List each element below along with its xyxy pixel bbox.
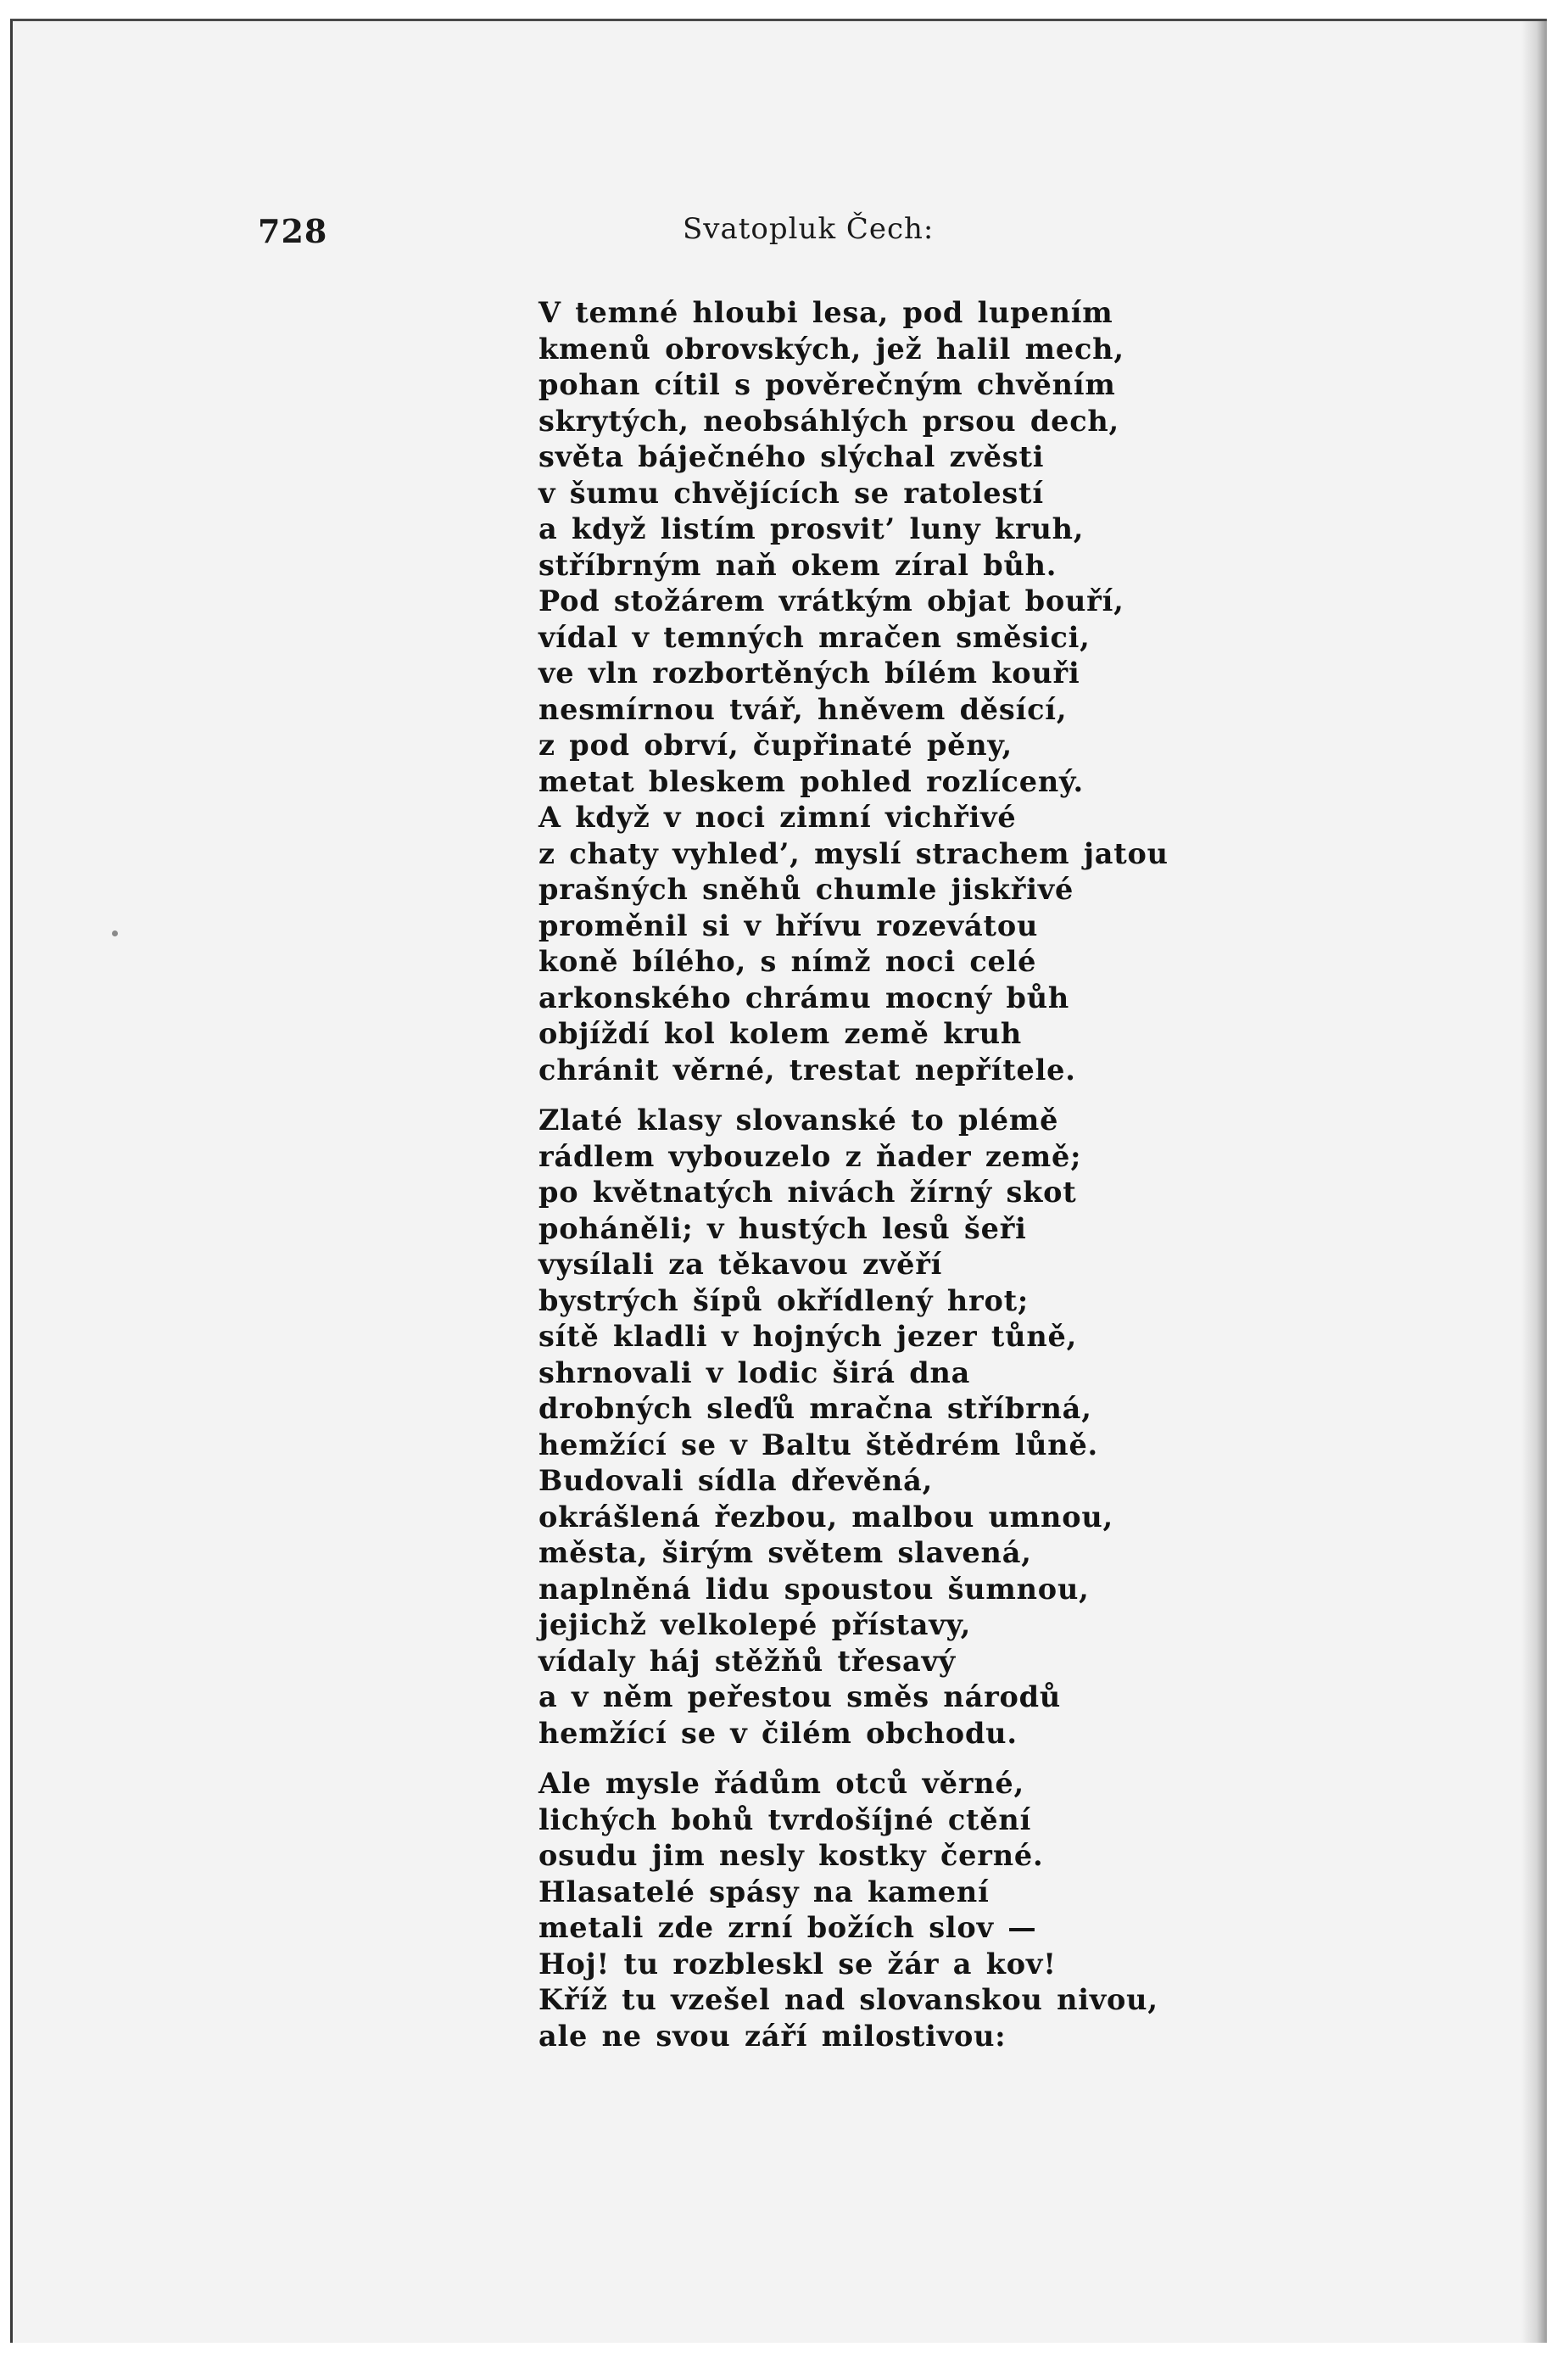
verse-line: proměnil si v hřívu rozevátou	[538, 908, 1039, 942]
stanza-2	[538, 1103, 1149, 1752]
poem-text	[538, 295, 1169, 2069]
verse-line: lichých bohů tvrdošíjné ctění	[538, 1802, 1032, 1836]
verse-line: nesmírnou tvář, hněvem děsící,	[538, 692, 1068, 726]
verse-line: rádlem vybouzelo z ňader země;	[538, 1139, 1082, 1173]
verse-line: kmenů obrovských, jež halil mech,	[538, 332, 1124, 366]
verse-line: Budovali sídla dřevěná,	[538, 1464, 934, 1497]
verse-line: a když listím prosvit’ luny kruh,	[538, 512, 1085, 545]
verse-line: drobných sleďů mračna stříbrná,	[538, 1392, 1092, 1425]
verse-line: osudu jim nesly kostky černé.	[538, 1839, 1044, 1872]
verse-line: po květnatých nivách žírný skot	[538, 1176, 1077, 1209]
verse-line: shrnovali v lodic širá dna	[538, 1355, 971, 1389]
verse-line: chránit věrné, trestat nepřítele.	[538, 1053, 1076, 1087]
verse-line: vídal v temných mračen směsici,	[538, 620, 1091, 654]
verse-line: skrytých, neobsáhlých prsou dech,	[538, 404, 1120, 438]
verse-line: prašných sněhů chumle jiskřivé	[538, 873, 1074, 906]
verse-line: poháněli; v hustých lesů šeři	[538, 1211, 1027, 1245]
verse-line: Hoj! tu rozbleskl se žár a kov!	[538, 1947, 1057, 1981]
verse-line: jejichž velkolepé přístavy,	[538, 1608, 972, 1641]
stanza-3	[538, 1766, 1158, 2054]
verse-line: Kříž tu vzešel nad slovanskou nivou,	[538, 1983, 1158, 2016]
verse-line: hemžící se v Baltu štědrém lůně.	[538, 1428, 1099, 1461]
verse-line: pohan cítil s pověrečným chvěním	[538, 368, 1116, 401]
verse-line: v šumu chvějících se ratolestí	[538, 476, 1044, 510]
verse-line: světa báječného slýchal zvěsti	[538, 440, 1045, 473]
running-title: Svatopluk Čech:	[683, 212, 935, 246]
page-number: 728	[258, 212, 328, 250]
spine-shadow	[1521, 21, 1547, 2343]
verse-line: ve vln rozbortěných bílém kouři	[538, 657, 1080, 690]
verse-line: vídaly háj stěžňů třesavý	[538, 1644, 957, 1678]
verse-line: okrášlená řezbou, malbou umnou,	[538, 1500, 1113, 1534]
stanza-1	[538, 295, 1169, 1088]
verse-line: z chaty vyhled’, myslí strachem jatou	[538, 836, 1169, 870]
verse-line: metat bleskem pohled rozlícený.	[538, 764, 1084, 798]
verse-line: a v něm peřestou směs národů	[538, 1680, 1062, 1713]
verse-line: Ale mysle řádům otců věrné,	[538, 1767, 1025, 1800]
running-head	[0, 212, 1568, 254]
verse-line: sítě kladli v hojných jezer tůně,	[538, 1320, 1078, 1353]
verse-line: ale ne svou září milostivou:	[538, 2019, 1007, 2053]
verse-line: naplněná lidu spoustou šumnou,	[538, 1572, 1090, 1606]
verse-line: hemžící se v čilém obchodu.	[538, 1716, 1018, 1750]
verse-line: z pod obrví, čupřinaté pěny,	[538, 729, 1013, 762]
verse-line: metali zde zrní božích slov —	[538, 1911, 1037, 1944]
verse-line: vysílali za těkavou zvěří	[538, 1248, 943, 1281]
verse-line: Zlaté klasy slovanské to plémě	[538, 1104, 1059, 1137]
verse-line: V temné hloubi lesa, pod lupením	[538, 296, 1113, 329]
verse-line: bystrých šípů okřídlený hrot;	[538, 1283, 1030, 1317]
verse-line: Hlasatelé spásy na kamení	[538, 1875, 990, 1908]
paper-speck	[112, 930, 118, 936]
verse-line: stříbrným naň okem zíral bůh.	[538, 548, 1057, 582]
verse-line: Pod stožárem vrátkým objat bouří,	[538, 584, 1124, 617]
verse-line: města, širým světem slavená,	[538, 1536, 1032, 1569]
verse-line: koně bílého, s nímž noci celé	[538, 945, 1037, 978]
verse-line: arkonského chrámu mocný bůh	[538, 981, 1070, 1014]
verse-line: A když v noci zimní vichřivé	[538, 801, 1017, 834]
verse-line: objíždí kol kolem země kruh	[538, 1017, 1023, 1050]
